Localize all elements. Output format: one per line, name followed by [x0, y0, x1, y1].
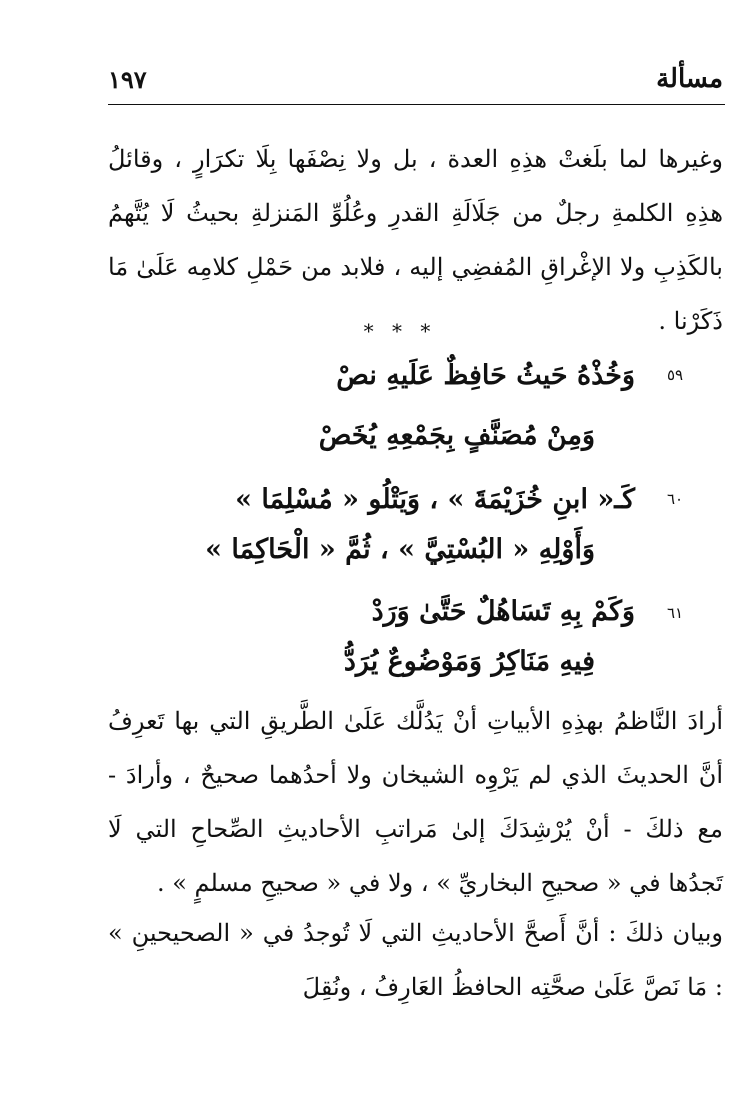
- verse-second-hemistich: وَأَوْلِهِ « البُسْتِيَّ » ، ثُمَّ « الْحَاكِمَا »: [205, 534, 595, 565]
- verse-number: ٦٠: [666, 490, 684, 508]
- paragraph-explanation: وبيان ذلكَ : أنَّ أَصحَّ الأحاديثِ التي لَا تُوجدُ في « الصحيحينِ » : مَا نَصَّ عَلَىٰ صحَّتِه الحافظُ العَارِفُ ، ونُقِلَ: [108, 919, 723, 1001]
- verse-second-hemistich: وَمِنْ مُصَنَّفٍ بِجَمْعِهِ يُخَصْ: [318, 420, 595, 451]
- header-rule: [108, 104, 725, 105]
- verse-first-hemistich: كَـ« ابنِ خُزَيْمَةَ » ، وَيَتْلُو « مُسْلِمَا »: [235, 484, 635, 515]
- running-head: مسألة: [656, 64, 723, 94]
- verse-number: ٥٩: [666, 366, 684, 384]
- verse-second-hemistich: فِيهِ مَنَاكِرُ وَمَوْضُوعٌ يُرَدُّ: [343, 646, 595, 677]
- paragraph-intro: وغيرها لما بلَغتْ هذِهِ العدة ، بل ولا نِصْفَها بِلَا تكرَارٍ ، وقائلُ هذِهِ الكلمةِ رجلٌ من جَلَالَةِ القدرِ وعُلُوِّ المَنزلةِ بحيثُ لَا يُتَّهمُ بالكَذِبِ ولا الإغْراقِ المُفضِي إليه ، فلابد من حَمْلِ كلامِه عَلَىٰ مَا ذَكَرْنا .: [108, 145, 723, 335]
- verse-number: ٦١: [666, 604, 684, 622]
- page-number: ١٩٧: [108, 65, 147, 94]
- paragraph-commentary: أرادَ النَّاظمُ بهذِهِ الأبياتِ أنْ يَدُلَّك عَلَىٰ الطَّريقِ التي بها تَعرِفُ أنَّ الحديثَ الذي لم يَرْوِه الشيخان ولا أحدُهما صحيحٌ ، وأرادَ - مع ذلكَ - أنْ يُرْشِدَكَ إلىٰ مَراتبِ الأحاديثِ الصِّحاحِ التي لَا تَجدُها في « صحيحِ البخاريِّ » ، ولا في « صحيحِ مسلمٍ » .: [108, 707, 723, 897]
- verse-first-hemistich: وَخُذْهُ حَيثُ حَافِظٌ عَلَيهِ نصْ: [336, 360, 635, 391]
- page-header: [108, 60, 723, 100]
- verse-first-hemistich: وَكَمْ بِهِ تَسَاهُلٌ حَتَّىٰ وَرَدْ: [371, 596, 635, 627]
- section-separator: * * *: [363, 319, 437, 343]
